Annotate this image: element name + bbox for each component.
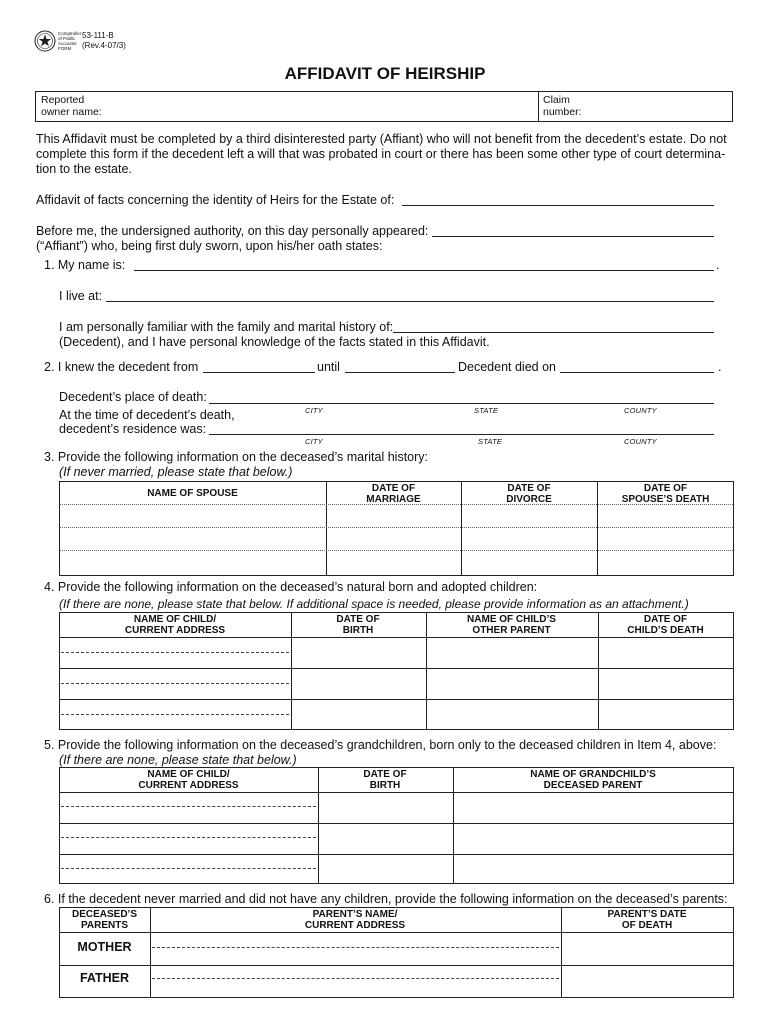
spouse-row-1[interactable] bbox=[60, 505, 733, 527]
marriage-date-header bbox=[326, 483, 461, 505]
deceased-parents-header-line-2: PARENTS bbox=[80, 920, 129, 931]
deceased-parents-header bbox=[59, 909, 150, 931]
grandchild-parent-header-line-2: DECEASED PARENT bbox=[543, 780, 643, 791]
residence-line-1: At the time of decedent’s death, bbox=[59, 408, 235, 422]
grandchild-birth-header-line-1: DATE OF bbox=[363, 769, 407, 780]
decedent-died-on-label: Decedent died on bbox=[458, 360, 556, 374]
child-row-1[interactable] bbox=[60, 637, 733, 667]
knew-decedent-from-label: 2. I knew the decedent from bbox=[44, 360, 199, 374]
father-label: FATHER bbox=[79, 971, 130, 985]
i-live-at-label: I live at: bbox=[59, 289, 103, 303]
parent-death-header bbox=[560, 909, 734, 931]
mother-label: MOTHER bbox=[77, 940, 132, 954]
residence-county-label: COUNTY bbox=[624, 437, 657, 446]
claim-line-2: number: bbox=[543, 106, 582, 118]
residence-state-label: STATE bbox=[478, 437, 503, 446]
place-of-death-field[interactable] bbox=[209, 403, 714, 404]
residence-line-2: decedent’s residence was: bbox=[59, 422, 207, 436]
my-name-field[interactable] bbox=[134, 270, 714, 271]
deceased-parents-header-line-1: DECEASED’S bbox=[71, 909, 137, 920]
spouse-death-header-line-1: DATE OF bbox=[643, 483, 688, 494]
child-name-header bbox=[59, 614, 291, 636]
grandchild-parent-header-line-1: NAME OF GRANDCHILD’S bbox=[530, 769, 656, 780]
grandchild-row-3[interactable] bbox=[60, 854, 733, 883]
child-row-2[interactable] bbox=[60, 668, 733, 698]
spouse-row-3[interactable] bbox=[60, 551, 733, 574]
appeared-person-field[interactable] bbox=[432, 236, 714, 237]
item4-text: 4. Provide the following information on the deceased’s natural born and adopted children: bbox=[44, 580, 538, 594]
child-other-parent-header bbox=[425, 614, 598, 636]
reported-owner-label bbox=[41, 94, 102, 118]
grandchild-name-header bbox=[59, 769, 318, 791]
divorce-header-line-2: DIVORCE bbox=[506, 494, 552, 505]
intro-line-2: complete this form if the decedent left a will that was probated in court or there has been some other type of court determina- bbox=[36, 147, 726, 161]
mother-row[interactable] bbox=[150, 932, 733, 964]
decedent-name-field[interactable] bbox=[393, 332, 714, 333]
grandchild-name-header-line-1: NAME OF CHILD/ bbox=[147, 769, 230, 780]
texas-seal-logo bbox=[34, 30, 56, 52]
child-birth-header-line-1: DATE OF bbox=[336, 614, 380, 625]
place-state-label: STATE bbox=[474, 406, 499, 415]
parent-death-header-line-2: OF DEATH bbox=[621, 920, 673, 931]
item4-note: (If there are none, please state that below. If additional space is needed, please provide information as an attachment.) bbox=[59, 597, 689, 611]
intro-line-1: This Affidavit must be completed by a third disinterested party (Affiant) who will not benefit from the decedent’s estate. Do not bbox=[36, 132, 727, 146]
child-row-3[interactable] bbox=[60, 699, 733, 729]
knew-until-date-field[interactable] bbox=[345, 372, 455, 373]
other-parent-header-line-2: OTHER PARENT bbox=[472, 625, 551, 636]
my-name-period: . bbox=[716, 258, 720, 272]
child-birth-header bbox=[290, 614, 426, 636]
place-of-death-label: Decedent’s place of death: bbox=[59, 390, 207, 404]
place-county-label: COUNTY bbox=[624, 406, 657, 415]
child-death-header-line-2: CHILD’S DEATH bbox=[627, 625, 704, 636]
affiant-sworn-text: (“Affiant”) who, being first duly sworn, upon his/her oath states: bbox=[36, 239, 383, 253]
agency-name bbox=[58, 31, 81, 51]
agency-line-3: Accounts bbox=[58, 41, 77, 46]
item5-text: 5. Provide the following information on the deceased’s grandchildren, born only to the deceased children in Item 4, above: bbox=[44, 738, 717, 752]
child-death-header-line-1: DATE OF bbox=[643, 614, 688, 625]
divorce-header-line-1: DATE OF bbox=[507, 483, 551, 494]
child-name-header-line-2: CURRENT ADDRESS bbox=[124, 625, 226, 636]
spouse-row-2[interactable] bbox=[60, 528, 733, 550]
child-death-header bbox=[597, 614, 734, 636]
my-name-label: 1. My name is: bbox=[44, 258, 126, 272]
date-of-death-field[interactable] bbox=[560, 372, 714, 373]
child-name-header-line-1: NAME OF CHILD/ bbox=[133, 614, 217, 625]
agency-line-2: of Public bbox=[58, 36, 76, 41]
form-revision: (Rev.4-07/3) bbox=[82, 41, 126, 50]
spouse-death-header bbox=[597, 483, 734, 505]
grandchild-birth-header bbox=[317, 769, 453, 791]
until-label: until bbox=[317, 360, 340, 374]
reported-line-1: Reported bbox=[41, 94, 85, 106]
familiar-with-label: I am personally familiar with the family and marital history of: bbox=[59, 320, 394, 334]
before-me-label: Before me, the undersigned authority, on this day personally appeared: bbox=[36, 224, 429, 238]
item3-text: 3. Provide the following information on the deceased’s marital history: bbox=[44, 450, 429, 464]
reported-line-2: owner name: bbox=[41, 106, 102, 118]
parent-name-header bbox=[149, 909, 561, 931]
residence-city-label: CITY bbox=[305, 437, 323, 446]
child-birth-header-line-2: BIRTH bbox=[342, 625, 374, 636]
item6-text: 6. If the decedent never married and did not have any children, provide the following information on the deceased’s parents: bbox=[44, 892, 728, 906]
parent-name-header-line-2: CURRENT ADDRESS bbox=[304, 920, 406, 931]
grandchild-row-1[interactable] bbox=[60, 792, 733, 822]
form-number: 53-111-B bbox=[82, 31, 114, 40]
reported-owner-name-field[interactable] bbox=[108, 107, 528, 120]
page-title: AFFIDAVIT OF HEIRSHIP bbox=[284, 64, 486, 83]
parent-name-header-line-1: PARENT’S NAME/ bbox=[312, 909, 398, 920]
item5-note: (If there are none, please state that below.) bbox=[59, 753, 297, 767]
item3-note: (If never married, please state that below.) bbox=[59, 465, 293, 479]
other-parent-header-line-1: NAME OF CHILD’S bbox=[467, 614, 556, 625]
claim-number-label bbox=[543, 94, 582, 118]
intro-line-3: tion to the estate. bbox=[36, 162, 132, 176]
father-row[interactable] bbox=[150, 965, 733, 997]
divorce-date-header bbox=[461, 483, 597, 505]
residence-field[interactable] bbox=[209, 434, 714, 435]
knew-from-date-field[interactable] bbox=[203, 372, 315, 373]
marriage-header-line-2: MARRIAGE bbox=[366, 494, 421, 505]
estate-of-label: Affidavit of facts concerning the identity of Heirs for the Estate of: bbox=[36, 193, 395, 207]
grandchild-name-header-line-2: CURRENT ADDRESS bbox=[138, 780, 239, 791]
grandchild-birth-header-line-2: BIRTH bbox=[369, 780, 401, 791]
spouse-death-header-line-2: SPOUSE’S DEATH bbox=[621, 494, 710, 505]
claim-line-1: Claim bbox=[543, 94, 570, 106]
address-field[interactable] bbox=[106, 301, 714, 302]
died-on-period: . bbox=[718, 360, 722, 374]
place-city-label: CITY bbox=[305, 406, 323, 415]
grandchild-parent-header bbox=[452, 769, 734, 791]
agency-line-1: Comptroller bbox=[58, 31, 82, 36]
marriage-header-line-1: DATE OF bbox=[371, 483, 416, 494]
spouse-name-header: NAME OF SPOUSE bbox=[147, 488, 238, 499]
decedent-knowledge-text: (Decedent), and I have personal knowledge of the facts stated in this Affidavit. bbox=[59, 335, 490, 349]
agency-line-4: FORM bbox=[58, 46, 72, 51]
parent-death-header-line-1: PARENT’S DATE bbox=[607, 909, 687, 920]
grandchild-row-2[interactable] bbox=[60, 823, 733, 853]
estate-of-field[interactable] bbox=[402, 205, 714, 206]
claim-number-field[interactable] bbox=[596, 107, 730, 120]
